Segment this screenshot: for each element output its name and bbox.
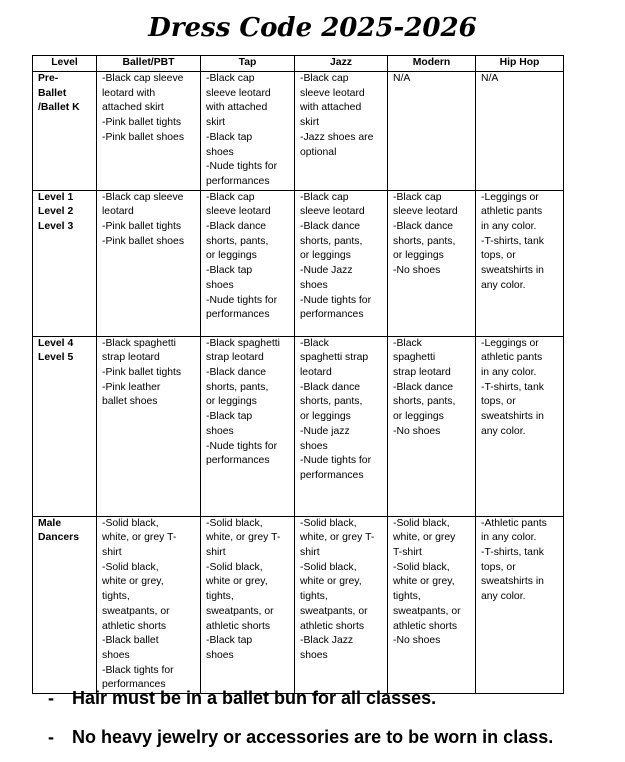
cell-line: performances — [206, 455, 270, 467]
cell-line: shoes — [206, 146, 234, 158]
cell-line: shorts, pants, — [300, 235, 363, 247]
cell-line: -Leggings or — [481, 337, 539, 349]
cell-line: -No shoes — [393, 265, 441, 277]
cell-line: white or grey, — [300, 576, 362, 588]
cell-line: athletic shorts — [206, 620, 271, 632]
cell-line: -Solid black, — [206, 517, 263, 529]
cell-hiphop — [476, 516, 564, 693]
cell-line: -Solid black, — [393, 561, 450, 573]
cell-line: N/A — [393, 73, 411, 84]
cell-line: shirt — [102, 547, 122, 559]
column-header-ballet: Ballet/PBT — [97, 56, 201, 72]
cell-line: leotard — [102, 206, 134, 218]
cell-line: -Nude jazz — [300, 425, 350, 437]
cell-line: athletic shorts — [300, 620, 365, 632]
table-row — [33, 72, 564, 191]
cell-line: N/A — [481, 73, 499, 84]
cell-level — [33, 190, 97, 336]
cell-line: any color. — [481, 591, 526, 603]
cell-line: Level 2 — [38, 206, 74, 218]
dress-code-table — [32, 55, 564, 694]
note-item — [48, 726, 553, 748]
cell-line: sleeve leotard — [393, 206, 458, 218]
cell-line: strap leotard — [393, 367, 451, 379]
cell-line: tops, or — [481, 250, 516, 262]
cell-modern — [388, 516, 476, 693]
cell-line: in any color. — [481, 532, 537, 544]
cell-line: -Nude tights for — [300, 294, 372, 306]
cell-line: white, or grey T- — [102, 532, 177, 544]
cell-line: tops, or — [481, 561, 516, 573]
cell-line: any color. — [481, 425, 526, 437]
cell-line: or leggings — [393, 411, 444, 423]
cell-line: sweatshirts in — [481, 265, 544, 277]
table-row — [33, 190, 564, 336]
cell-line: Ballet — [38, 87, 67, 99]
cell-line: tops, or — [481, 396, 516, 408]
cell-line: -Black spaghetti — [206, 337, 280, 349]
cell-line: optional — [300, 146, 337, 158]
cell-hiphop — [476, 190, 564, 336]
cell-line: white, or grey T- — [206, 532, 281, 544]
cell-line: -Pink leather — [102, 381, 161, 393]
cell-tap — [201, 72, 295, 191]
cell-line: -T-shirts, tank — [481, 547, 544, 559]
column-header-tap: Tap — [201, 56, 295, 72]
cell-line: -Athletic pants — [481, 517, 547, 529]
cell-line: skirt — [300, 117, 320, 129]
column-header-jazz: Jazz — [295, 56, 388, 72]
cell-line: shorts, pants, — [393, 396, 456, 408]
cell-line: sleeve leotard — [300, 87, 365, 99]
cell-line: shoes — [300, 279, 328, 291]
cell-line: -Pink ballet tights — [102, 117, 182, 129]
cell-line: Pre- — [38, 73, 59, 84]
cell-line: -Black dance — [206, 221, 267, 233]
cell-level — [33, 72, 97, 191]
cell-line: any color. — [481, 279, 526, 291]
cell-tap — [201, 516, 295, 693]
cell-line: in any color. — [481, 367, 537, 379]
cell-line: -Black dance — [206, 367, 267, 379]
cell-line: performances — [300, 309, 364, 321]
cell-line: -Black tap — [206, 411, 253, 423]
cell-line: -Leggings or — [481, 191, 539, 203]
cell-line: -Black — [300, 337, 329, 349]
cell-line: -Solid black, — [300, 517, 357, 529]
cell-line: white or grey, — [206, 576, 268, 588]
cell-line: leotard with — [102, 87, 156, 99]
cell-line: Male — [38, 517, 62, 529]
cell-jazz — [295, 190, 388, 336]
column-header-level: Level — [33, 56, 97, 72]
note-item — [48, 687, 436, 709]
cell-line: T-shirt — [393, 547, 422, 559]
cell-line: -Pink ballet shoes — [102, 131, 185, 143]
cell-line: spaghetti — [393, 352, 436, 364]
cell-line: sweatpants, or — [206, 605, 274, 617]
cell-hiphop — [476, 72, 564, 191]
cell-line: or leggings — [206, 250, 257, 262]
cell-line: attached skirt — [102, 102, 164, 114]
cell-line: -Black cap — [300, 191, 349, 203]
cell-modern — [388, 72, 476, 191]
cell-line: -Black dance — [393, 221, 454, 233]
cell-line: shoes — [206, 649, 234, 661]
cell-line: tights, — [206, 591, 234, 603]
column-header-hip-hop: Hip Hop — [476, 56, 564, 72]
note-text: Hair must be in a ballet bun for all classes. — [72, 688, 437, 708]
cell-line: white, or grey T- — [300, 532, 375, 544]
column-header-modern: Modern — [388, 56, 476, 72]
cell-line: with attached — [206, 102, 268, 114]
cell-line: athletic shorts — [393, 620, 458, 632]
cell-line: -Black tap — [206, 635, 253, 647]
cell-line: -Black ballet — [102, 635, 159, 647]
cell-line: sleeve leotard — [300, 206, 365, 218]
cell-line: -No shoes — [393, 425, 441, 437]
cell-line: -Black cap — [300, 73, 349, 84]
cell-line: tights, — [102, 591, 130, 603]
cell-line: -Black cap sleeve — [102, 73, 184, 84]
cell-line: performances — [206, 309, 270, 321]
cell-line: -Solid black, — [102, 561, 159, 573]
note-dash: - — [48, 727, 54, 747]
page-title: Dress Code 2025-2026 — [148, 13, 477, 43]
cell-line: -No shoes — [393, 635, 441, 647]
cell-ballet — [97, 190, 201, 336]
cell-line: shoes — [300, 440, 328, 452]
cell-line: spaghetti strap — [300, 352, 369, 364]
cell-line: ballet shoes — [102, 396, 158, 408]
cell-line: -Black dance — [300, 381, 361, 393]
cell-line: -Black dance — [393, 381, 454, 393]
cell-jazz — [295, 336, 388, 516]
cell-line: shoes — [206, 279, 234, 291]
cell-line: performances — [206, 175, 270, 187]
cell-ballet — [97, 336, 201, 516]
cell-ballet — [97, 516, 201, 693]
cell-line: strap leotard — [102, 352, 160, 364]
cell-tap — [201, 336, 295, 516]
cell-level — [33, 336, 97, 516]
cell-line: -Black tap — [206, 131, 253, 143]
cell-line: athletic shorts — [102, 620, 167, 632]
cell-level — [33, 516, 97, 693]
cell-line: in any color. — [481, 221, 537, 233]
cell-line: or leggings — [300, 250, 351, 262]
cell-line: -Nude tights for — [206, 161, 278, 173]
cell-line: Level 4 — [38, 337, 74, 349]
cell-line: or leggings — [206, 396, 257, 408]
cell-line: sweatshirts in — [481, 411, 544, 423]
cell-line: sweatpants, or — [393, 605, 461, 617]
cell-line: performances — [300, 469, 364, 481]
note-text: No heavy jewelry or accessories are to be worn in class. — [72, 727, 554, 747]
cell-line: -Nude tights for — [206, 294, 278, 306]
cell-line: with attached — [300, 102, 362, 114]
cell-line: white or grey, — [102, 576, 164, 588]
cell-line: -Jazz shoes are — [300, 131, 374, 143]
cell-line: Level 1 — [38, 191, 74, 203]
cell-line: -Black cap — [206, 191, 255, 203]
cell-line: /Ballet K — [38, 102, 80, 114]
cell-jazz — [295, 72, 388, 191]
cell-line: skirt — [206, 117, 226, 129]
cell-line: -Nude Jazz — [300, 265, 353, 277]
table-row — [33, 336, 564, 516]
cell-line: strap leotard — [206, 352, 264, 364]
cell-line: -T-shirts, tank — [481, 235, 544, 247]
cell-line: -Black — [393, 337, 422, 349]
note-dash: - — [48, 688, 54, 708]
cell-line: -Pink ballet tights — [102, 367, 182, 379]
cell-line: Level 5 — [38, 352, 74, 364]
cell-line: white, or grey — [393, 532, 456, 544]
cell-line: shoes — [102, 649, 130, 661]
cell-line: -Black cap sleeve — [102, 191, 184, 203]
cell-line: performances — [102, 679, 166, 691]
table-row — [33, 516, 564, 693]
table-header-row — [33, 56, 564, 72]
cell-line: sweatpants, or — [102, 605, 170, 617]
cell-line: -Black tights for — [102, 664, 174, 676]
cell-line: -Black spaghetti — [102, 337, 176, 349]
cell-line: -Black Jazz — [300, 635, 354, 647]
cell-line: shirt — [206, 547, 226, 559]
cell-line: sleeve leotard — [206, 206, 271, 218]
cell-ballet — [97, 72, 201, 191]
cell-line: -Black cap — [393, 191, 442, 203]
cell-line: -Nude tights for — [206, 440, 278, 452]
cell-line: -Black cap — [206, 73, 255, 84]
cell-modern — [388, 336, 476, 516]
cell-line: shorts, pants, — [393, 235, 456, 247]
cell-line: leotard — [300, 367, 332, 379]
cell-line: shoes — [206, 425, 234, 437]
cell-modern — [388, 190, 476, 336]
cell-line: sweatpants, or — [300, 605, 368, 617]
cell-line: -Solid black, — [206, 561, 263, 573]
cell-line: shorts, pants, — [206, 381, 269, 393]
cell-line: -T-shirts, tank — [481, 381, 544, 393]
cell-hiphop — [476, 336, 564, 516]
cell-line: -Solid black, — [102, 517, 159, 529]
cell-jazz — [295, 516, 388, 693]
cell-line: -Solid black, — [300, 561, 357, 573]
cell-line: -Nude tights for — [300, 455, 372, 467]
cell-line: shorts, pants, — [206, 235, 269, 247]
cell-line: sleeve leotard — [206, 87, 271, 99]
cell-line: Dancers — [38, 532, 80, 544]
cell-line: sweatshirts in — [481, 576, 544, 588]
cell-line: athletic pants — [481, 206, 543, 218]
cell-tap — [201, 190, 295, 336]
cell-line: or leggings — [300, 411, 351, 423]
cell-line: -Black dance — [300, 221, 361, 233]
cell-line: white or grey, — [393, 576, 455, 588]
cell-line: tights, — [300, 591, 328, 603]
cell-line: or leggings — [393, 250, 444, 262]
cell-line: -Solid black, — [393, 517, 450, 529]
cell-line: -Pink ballet tights — [102, 221, 182, 233]
cell-line: Level 3 — [38, 221, 74, 233]
cell-line: athletic pants — [481, 352, 543, 364]
cell-line: shirt — [300, 547, 320, 559]
cell-line: tights, — [393, 591, 421, 603]
cell-line: -Black tap — [206, 265, 253, 277]
cell-line: -Pink ballet shoes — [102, 235, 185, 247]
cell-line: shorts, pants, — [300, 396, 363, 408]
cell-line: shoes — [300, 649, 328, 661]
